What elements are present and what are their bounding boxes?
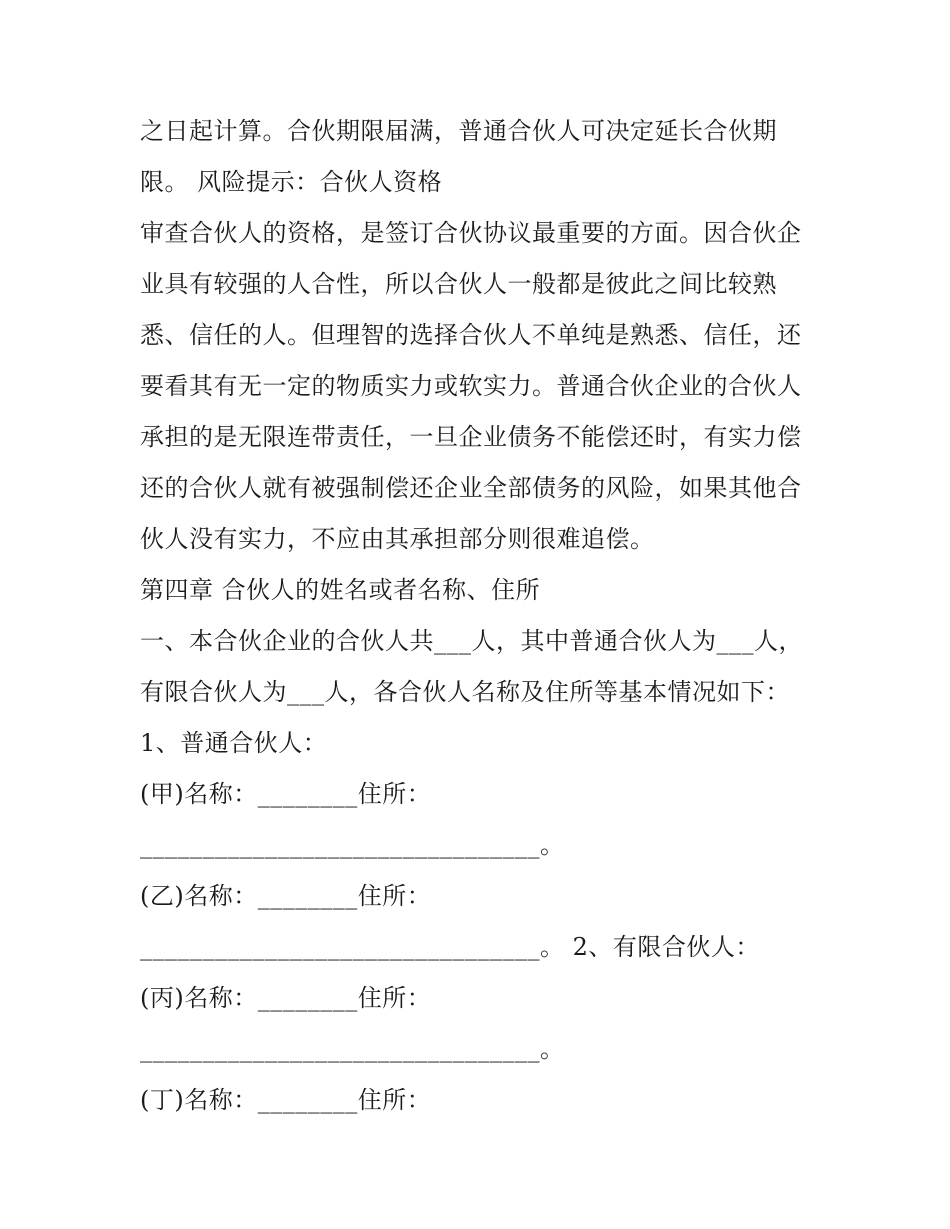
address-blank-line: ________________________________。 bbox=[140, 1035, 565, 1063]
text-line: 之日起计算。合伙期限届满，普通合伙人可决定延长合伙期 bbox=[140, 117, 777, 145]
chapter-heading: 第四章 合伙人的姓名或者名称、住所 bbox=[140, 576, 541, 604]
partner-name-line: (甲)名称：________住所： bbox=[140, 780, 432, 808]
text-line: 业具有较强的人合性，所以合伙人一般都是彼此之间比较熟 bbox=[140, 270, 777, 298]
text-line: 限。 风险提示：合伙人资格 bbox=[140, 168, 443, 196]
text-line: 伙人没有实力，不应由其承担部分则很难追偿。 bbox=[140, 525, 655, 553]
partner-name-line: (丁)名称：________住所： bbox=[140, 1086, 432, 1114]
address-blank-line: ________________________________。 2、有限合伙人： bbox=[140, 933, 760, 961]
text-line: 要看其有无一定的物质实力或软实力。普通合伙企业的合伙人 bbox=[140, 372, 802, 400]
address-blank-line: ________________________________。 bbox=[140, 831, 565, 859]
text-line: 审查合伙人的资格，是签订合伙协议最重要的方面。因合伙企 bbox=[140, 219, 802, 247]
document-body bbox=[140, 106, 820, 1126]
text-line: 还的合伙人就有被强制偿还企业全部债务的风险，如果其他合 bbox=[140, 474, 802, 502]
text-line: 悉、信任的人。但理智的选择合伙人不单纯是熟悉、信任，还 bbox=[140, 321, 802, 349]
text-line: 一、本合伙企业的合伙人共___人，其中普通合伙人为___人， bbox=[140, 627, 803, 655]
partner-name-line: (丙)名称：________住所： bbox=[140, 984, 432, 1012]
section-label: 1、普通合伙人： bbox=[140, 729, 328, 757]
partner-name-line: (乙)名称：________住所： bbox=[140, 882, 432, 910]
text-line: 有限合伙人为___人，各合伙人名称及住所等基本情况如下： bbox=[140, 678, 790, 706]
text-line: 承担的是无限连带责任，一旦企业债务不能偿还时，有实力偿 bbox=[140, 423, 802, 451]
